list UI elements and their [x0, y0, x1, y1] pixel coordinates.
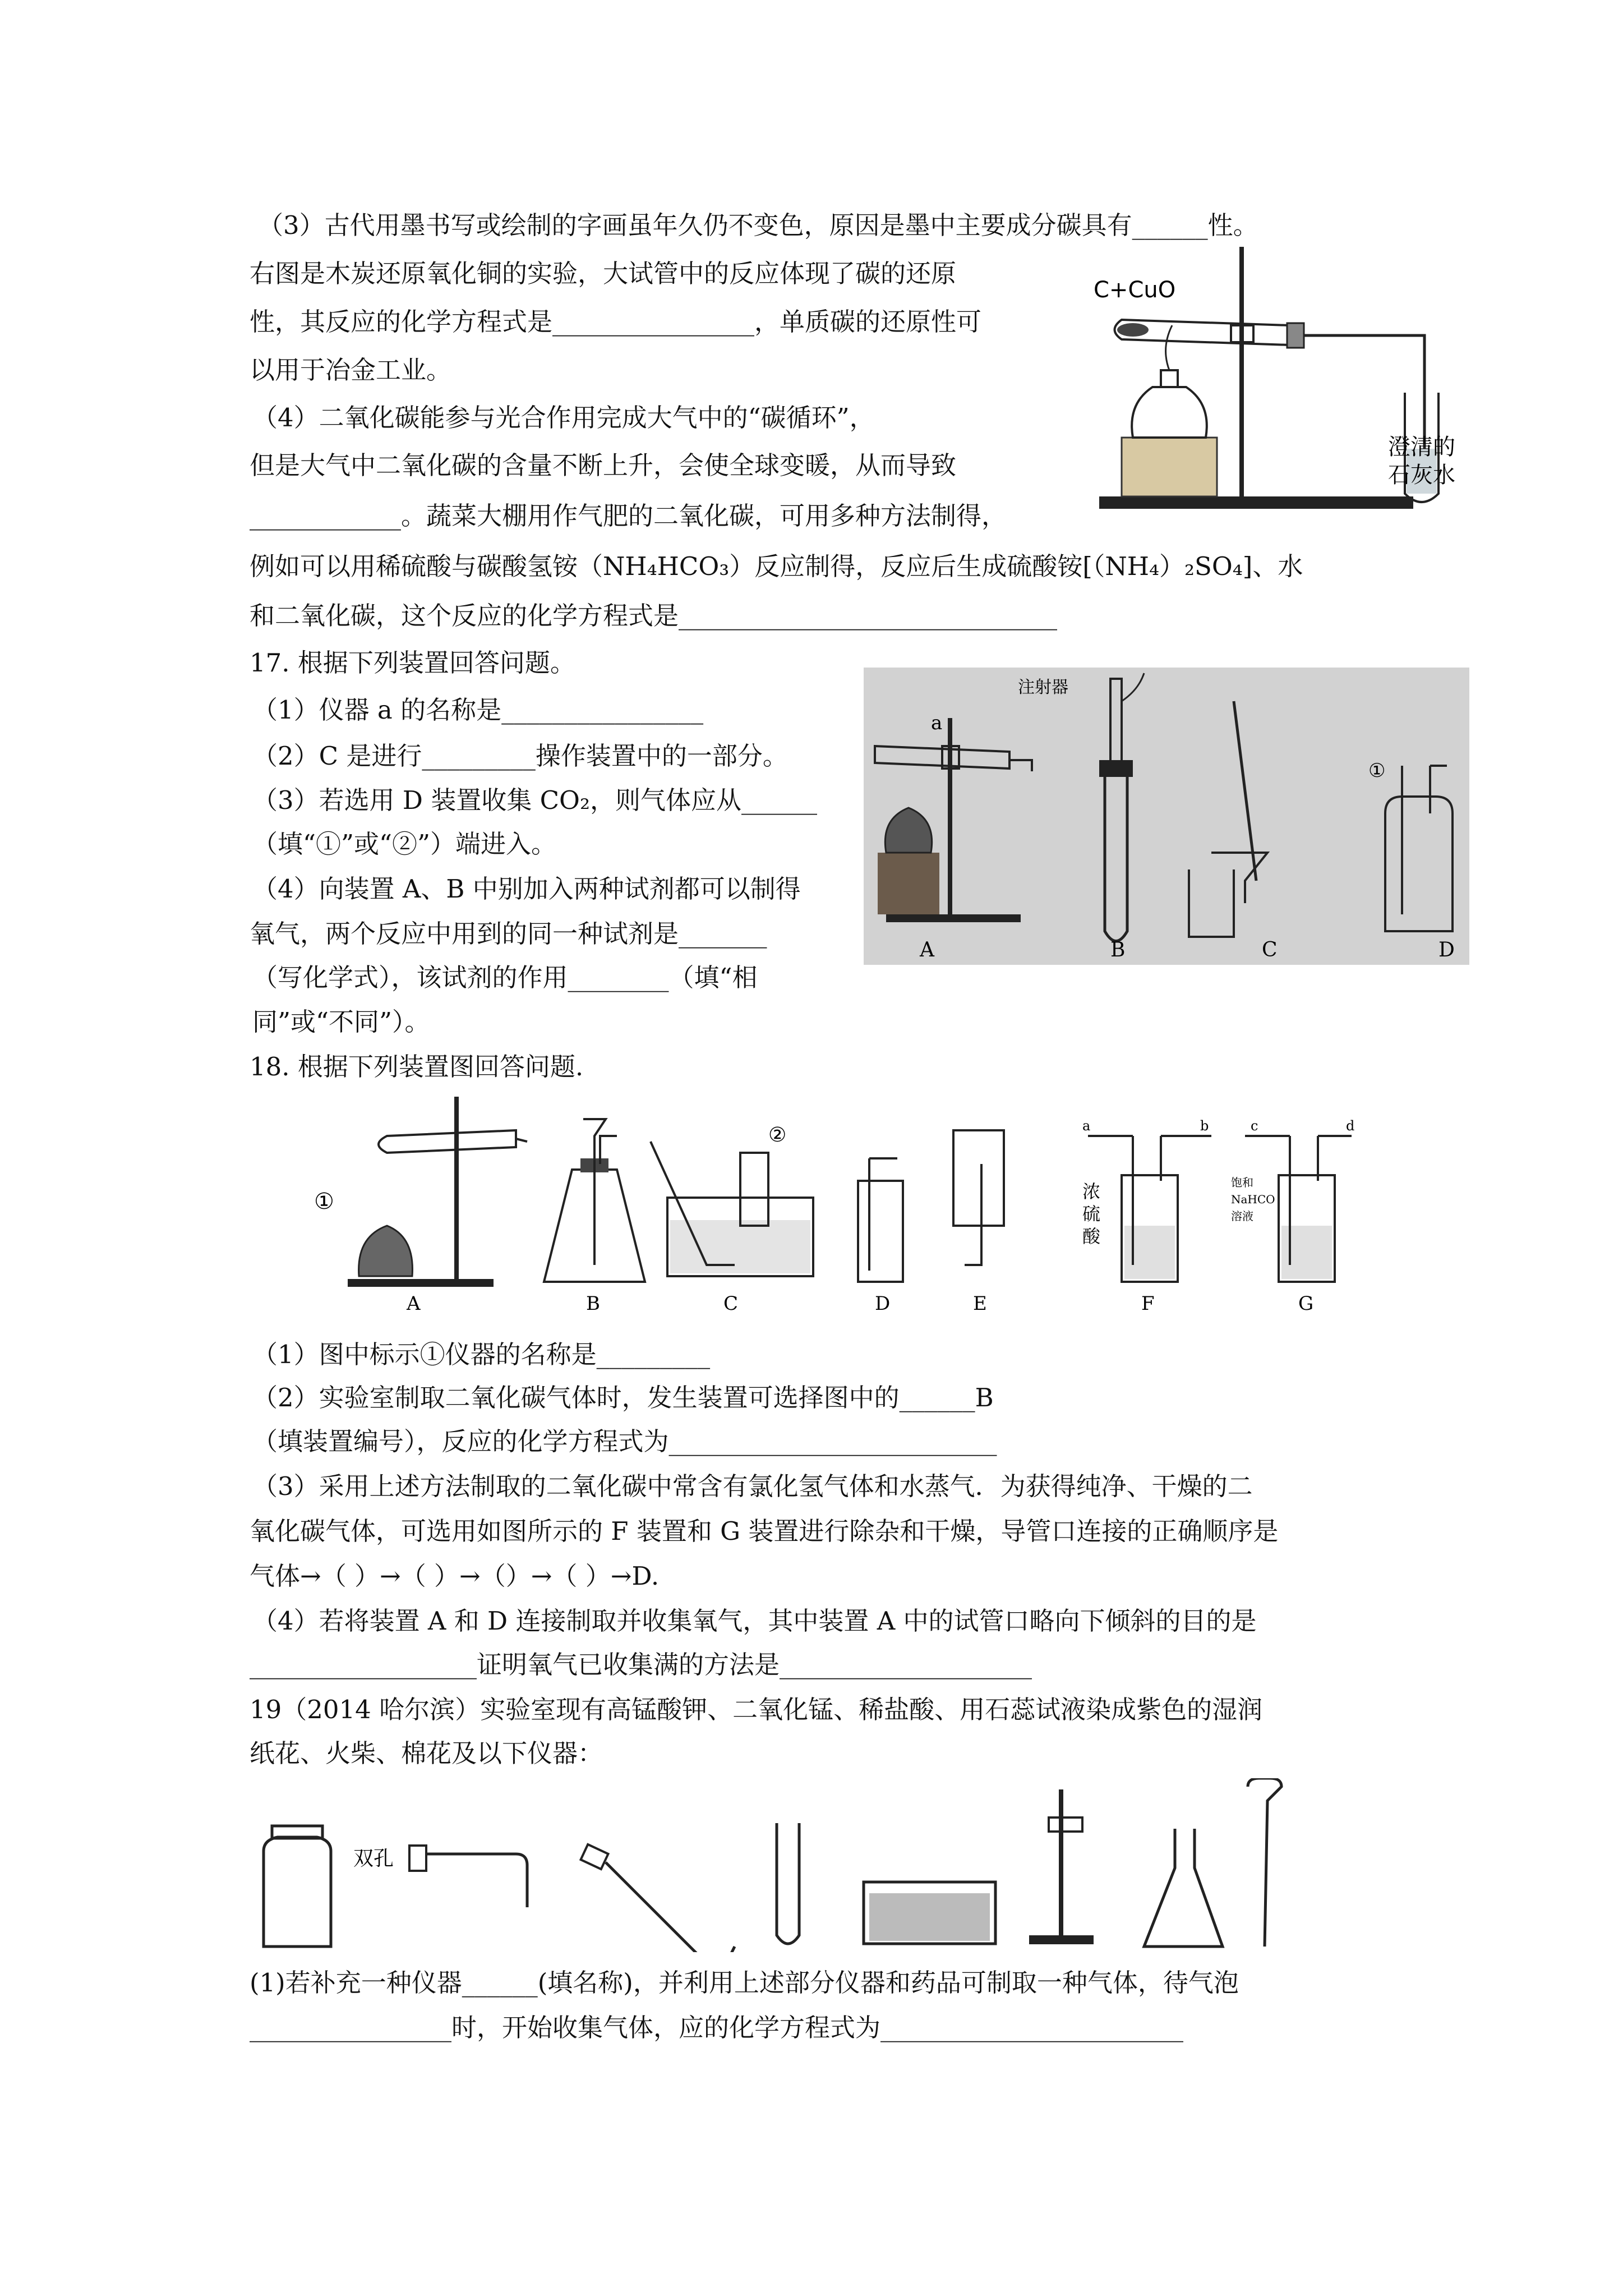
- port-d: d: [1346, 1118, 1355, 1134]
- stand-base: [1099, 496, 1413, 509]
- q17-line4: （填“①”或“②”）端进入。: [252, 829, 557, 859]
- q16-part3-line2: 右图是木炭还原氧化铜的实验，大试管中的反应体现了碳的还原: [250, 259, 957, 288]
- label-C: C: [1262, 938, 1278, 961]
- label-A: A: [920, 938, 934, 961]
- apparatus-C: [651, 1124, 813, 1276]
- q18-line2: （2）实验室制取二氧化碳气体时，发生装置可选择图中的______B: [252, 1383, 994, 1412]
- q18-line8: __________________证明氧气已收集满的方法是____________________: [250, 1650, 1032, 1680]
- long-neck-funnel: [1248, 1778, 1281, 1947]
- apparatus-E: [953, 1130, 1004, 1265]
- q17-line6: 氧气，两个反应中用到的同一种试剂是_______: [250, 919, 767, 949]
- label-G: G: [1298, 1292, 1314, 1315]
- q18-line6: 气体→（ ）→（ ）→（）→（ ）→D.: [250, 1561, 660, 1591]
- q18-line7: （4）若将装置 A 和 D 连接制取并收集氧气，其中装置 A 中的试管口略向下倾斜的目的是: [252, 1606, 1257, 1636]
- q16-part3-line4: 以用于冶金工业。: [250, 355, 452, 385]
- double-hole-label: 双孔: [353, 1847, 394, 1870]
- q18-line5: 氧化碳气体，可选用如图所示的 F 装置和 G 装置进行除杂和干燥，导管口连接的正确顺序是: [250, 1516, 1279, 1546]
- f-text-1: 浓: [1082, 1181, 1101, 1202]
- q17-title: 17. 根据下列装置回答问题。: [250, 648, 575, 678]
- label-F: F: [1141, 1292, 1155, 1315]
- port-b: b: [1200, 1118, 1209, 1134]
- alcohol-lamp: [1132, 387, 1207, 438]
- syringe-label: 注射器: [1018, 678, 1068, 697]
- q18-line3: （填装置编号），反应的化学方程式为__________________________: [252, 1427, 997, 1456]
- apparatus-A: [314, 1097, 527, 1287]
- port-1-label: ①: [1368, 760, 1386, 782]
- q17-line8: 同”或“不同”）。: [252, 1007, 430, 1037]
- stand-rod: [1239, 247, 1244, 499]
- q17-line2: （2）C 是进行_________操作装置中的一部分。: [252, 741, 788, 771]
- q16-part4-line4: 例如可以用稀硫酸与碳酸氢铵（NH₄HCO₃）反应制得，反应后生成硫酸铵[（NH₄）₂SO₄]、水: [250, 551, 1303, 581]
- q17-line7: （写化学式），该试剂的作用________（填“相: [252, 963, 758, 992]
- q16-part4-line5: 和二氧化碳，这个反应的化学方程式是______________________________: [250, 601, 1058, 631]
- f-text-3: 酸: [1082, 1226, 1101, 1247]
- wooden-block: [1122, 438, 1217, 496]
- port-a: a: [1082, 1118, 1091, 1134]
- f-text-2: 硫: [1082, 1203, 1101, 1225]
- q17-line1: （1）仪器 a 的名称是________________: [252, 695, 704, 725]
- limewater-label-1: 澄清的: [1388, 434, 1455, 460]
- q16-part3-line1: （3）古代用墨书写或绘制的字画虽年久仍不变色，原因是墨中主要成分碳具有______性。: [258, 210, 1258, 240]
- port-c: c: [1251, 1118, 1258, 1134]
- q18-line1: （1）图中标示①仪器的名称是_________: [252, 1340, 711, 1369]
- label-a: a: [931, 712, 943, 734]
- apparatus-B: [544, 1119, 645, 1282]
- mark-2: ②: [768, 1124, 787, 1147]
- label-D: D: [875, 1292, 891, 1315]
- apparatus-G: [1231, 1118, 1354, 1282]
- label-C: C: [723, 1292, 739, 1315]
- carbon-cuo-mixture: [1117, 323, 1149, 337]
- q19-line2: 纸花、火柴、棉花及以下仪器：: [250, 1738, 603, 1768]
- water-trough: [864, 1882, 995, 1944]
- double-hole-stopper-tube: [353, 1846, 527, 1907]
- label-D: D: [1438, 938, 1455, 961]
- apparatus-F: [1082, 1118, 1211, 1282]
- single-hole-stopper-tube: [581, 1844, 735, 1952]
- apparatus-D: [858, 1158, 903, 1282]
- g-text-2: NaHCO: [1231, 1193, 1275, 1206]
- q18-title: 18. 根据下列装置图回答问题.: [250, 1052, 584, 1082]
- q16-part4-line1: （4）二氧化碳能参与光合作用完成大气中的“碳循环”，: [252, 403, 875, 432]
- q16-part4-line2: 但是大气中二氧化碳的含量不断上升，会使全球变暖，从而导致: [250, 450, 957, 480]
- label-B: B: [1110, 938, 1126, 961]
- gas-collecting-bottle: [264, 1826, 331, 1947]
- q19-line4: ________________时，开始收集气体，应的化学方程式为________________________: [250, 2013, 1184, 2042]
- label-E: E: [973, 1292, 987, 1315]
- q19-instruments-figure: [247, 1778, 1368, 1952]
- q17-apparatus-figure: [864, 668, 1469, 965]
- carbon-reduction-apparatus-figure: [1088, 247, 1492, 516]
- q17-line3: （3）若选用 D 装置收集 CO₂，则气体应从______: [252, 785, 817, 815]
- q18-line4: （3）采用上述方法制取的二氧化碳中常含有氯化氢气体和水蒸气．为获得纯净、干燥的二: [252, 1471, 1253, 1501]
- q18-apparatus-figure: [303, 1097, 1357, 1315]
- q17-line5: （4）向装置 A、B 中别加入两种试剂都可以制得: [252, 874, 801, 904]
- limewater-label-2: 石灰水: [1388, 462, 1455, 488]
- q16-part4-line3: ____________。蔬菜大棚用作气肥的二氧化碳，可用多种方法制得，: [250, 501, 1007, 531]
- q19-line3: (1)若补充一种仪器______(填名称)，并利用上述部分仪器和药品可制取一种气体，待气泡: [250, 1968, 1239, 1998]
- label-A: A: [407, 1292, 421, 1315]
- g-text-3: 溶液: [1231, 1209, 1253, 1223]
- cuo-formula-label: C+CuO: [1094, 277, 1176, 303]
- label-B: B: [586, 1292, 600, 1315]
- g-text-1: 饱和: [1231, 1176, 1253, 1189]
- conical-flask: [1144, 1829, 1223, 1947]
- iron-stand: [1029, 1789, 1094, 1944]
- q19-line1: 19（2014 哈尔滨）实验室现有高锰酸钾、二氧化锰、稀盐酸、用石蕊试液染成紫色的湿润: [250, 1695, 1263, 1724]
- mark-1: ①: [314, 1189, 334, 1214]
- test-tube: [777, 1823, 799, 1944]
- q16-part3-line3: 性，其反应的化学方程式是________________，单质碳的还原性可: [250, 307, 982, 337]
